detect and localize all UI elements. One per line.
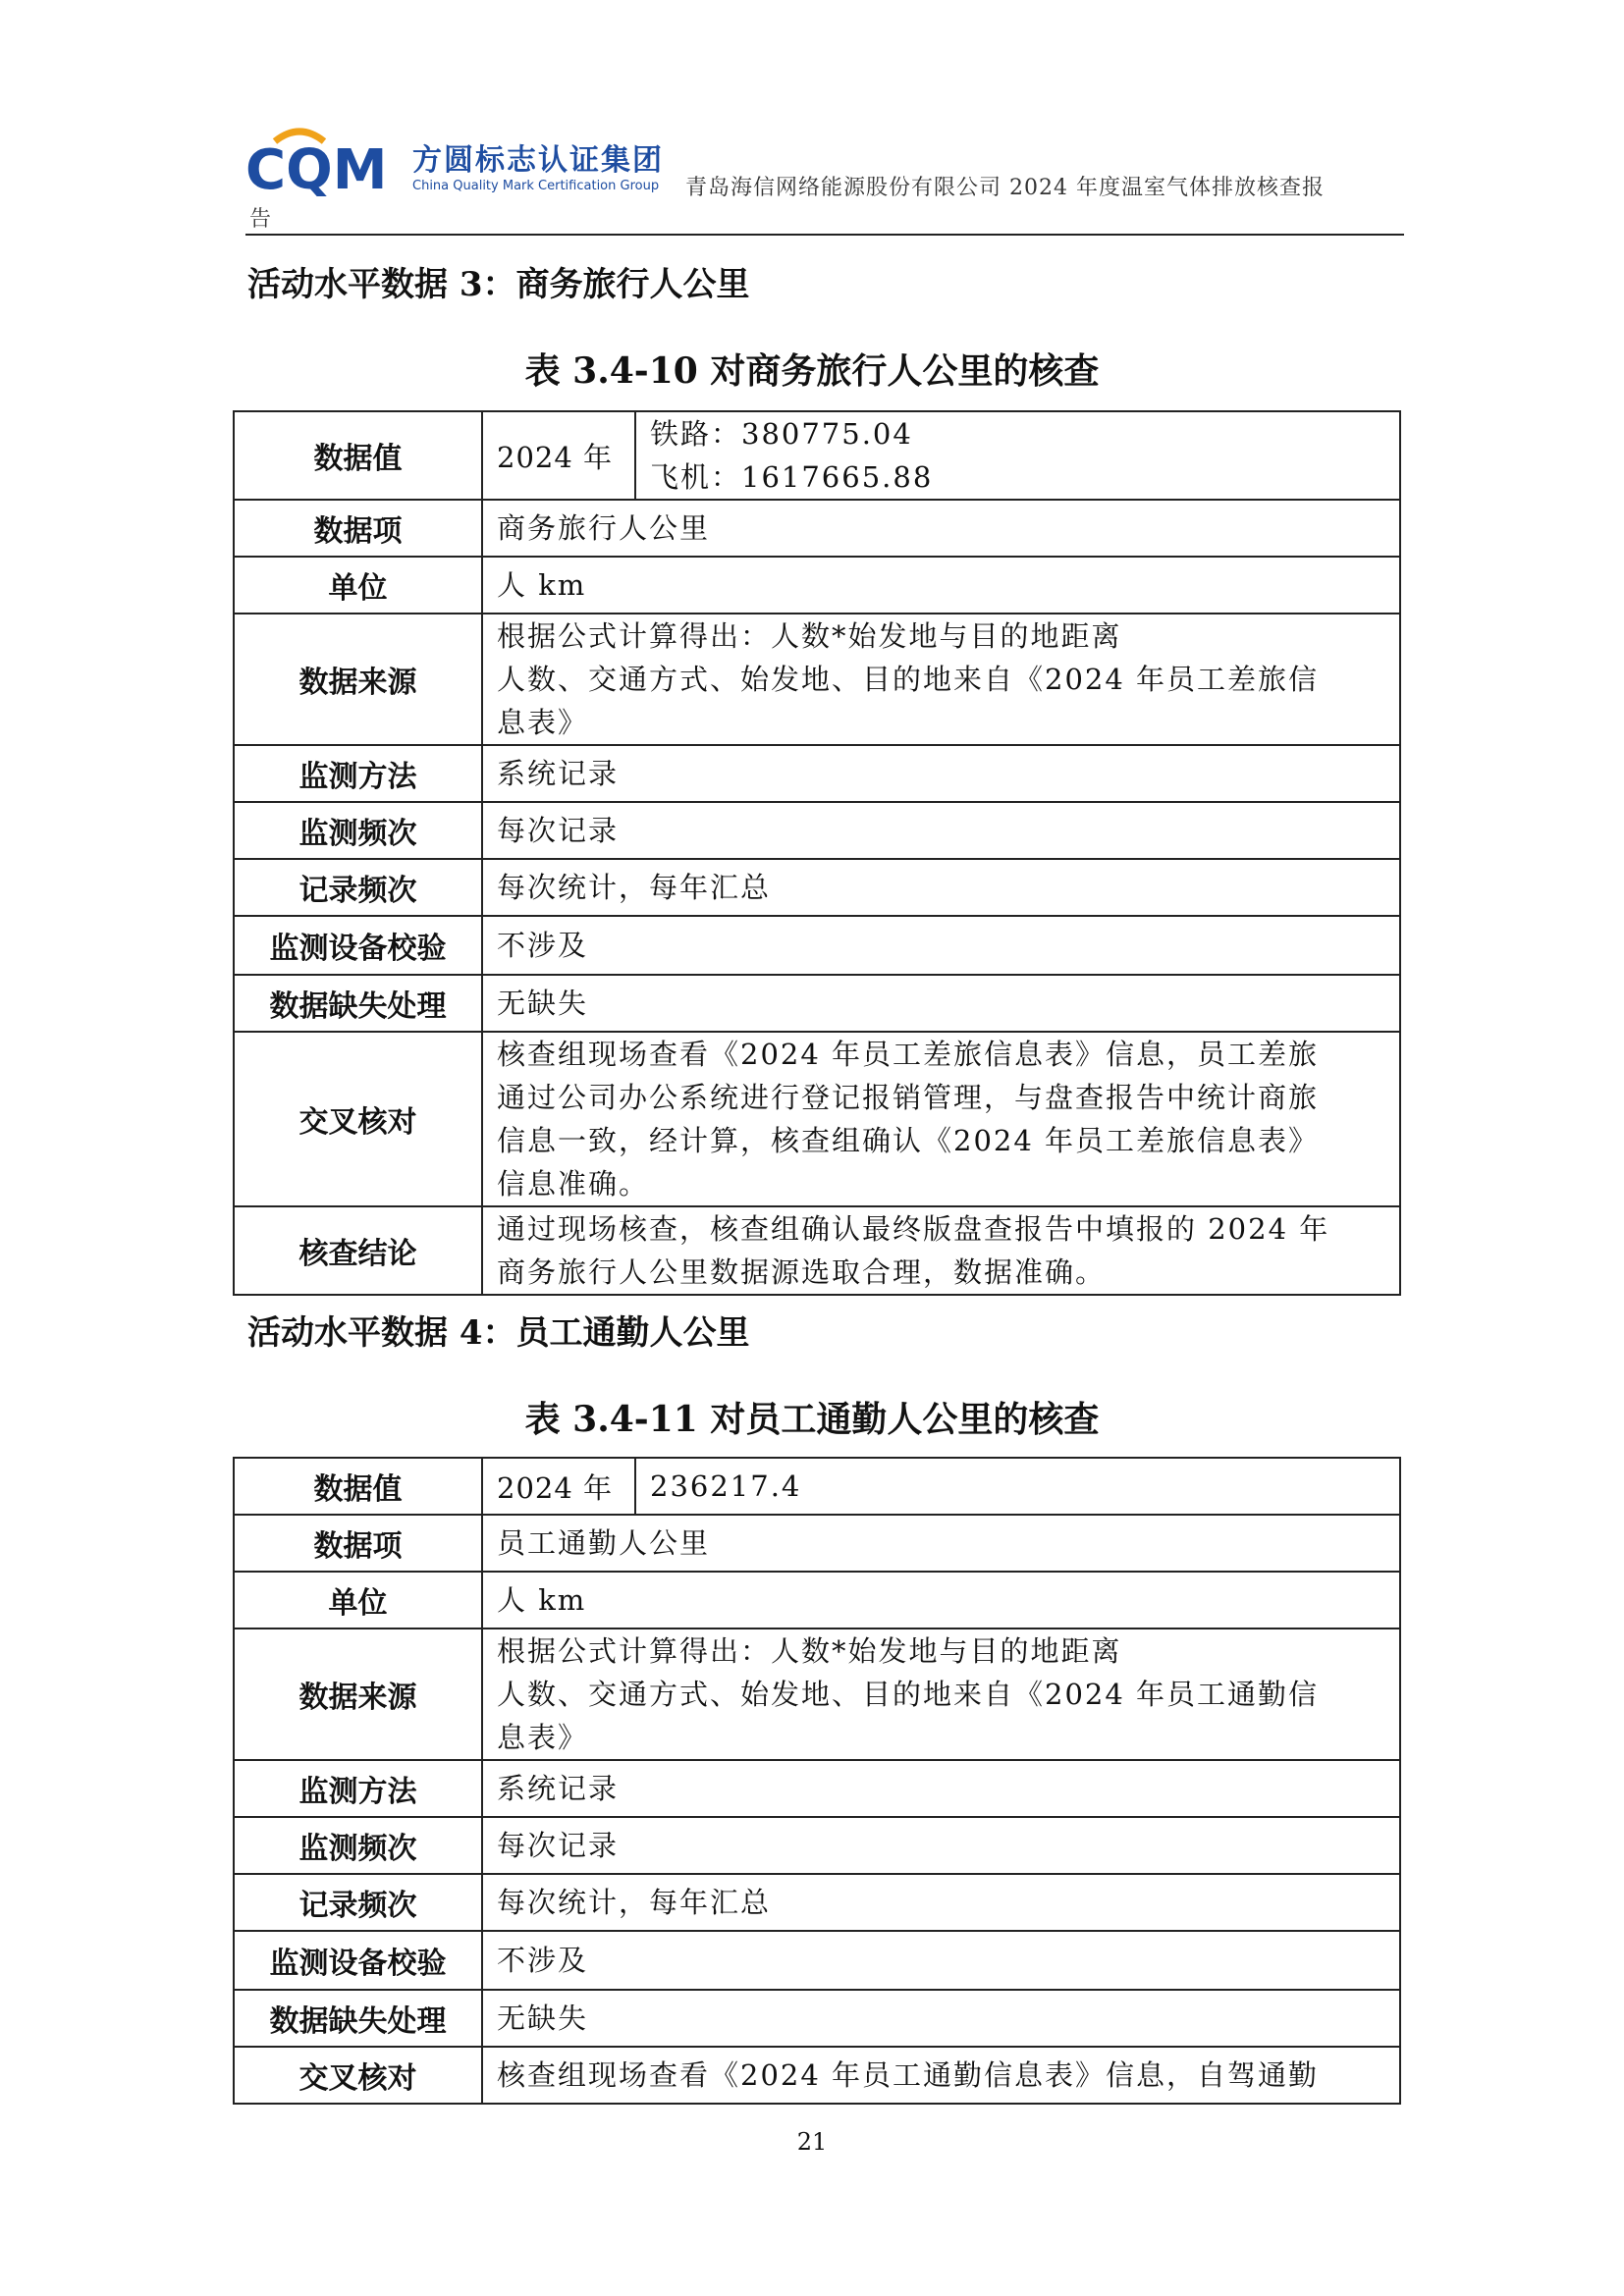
value-cell: 人 km xyxy=(482,1572,1400,1629)
value-cell: 每次记录 xyxy=(482,802,1400,859)
table-row xyxy=(234,745,1400,802)
brand-name-cn: 方圆标志认证集团 xyxy=(412,143,664,178)
value-cell xyxy=(635,411,1400,500)
text-line: 通过公司办公系统进行登记报销管理，与盘查报告中统计商旅 xyxy=(497,1081,1320,1114)
svg-text:CQM: CQM xyxy=(245,138,388,198)
value-cell: 无缺失 xyxy=(482,1990,1400,2047)
table-caption: 表 3.4-11 对员工通勤人公里的核查 xyxy=(524,1399,1100,1440)
table-row xyxy=(234,1572,1400,1629)
row-label: 数据缺失处理 xyxy=(234,1990,482,2047)
value-cell: 员工通勤人公里 xyxy=(482,1515,1400,1572)
row-label: 单位 xyxy=(234,1572,482,1629)
row-label: 监测方法 xyxy=(234,745,482,802)
text-line: 信息一致，经计算，核查组确认《2024 年员工差旅信息表》 xyxy=(497,1124,1320,1157)
table-row xyxy=(234,1515,1400,1572)
row-label: 数据值 xyxy=(234,411,482,500)
value-cell: 人 km xyxy=(482,557,1400,614)
page-number: 21 xyxy=(796,2128,828,2156)
header-divider xyxy=(245,234,1404,236)
table-row xyxy=(234,1817,1400,1874)
table-row xyxy=(234,411,1400,500)
table-row xyxy=(234,500,1400,557)
text-line: 商务旅行人公里数据源选取合理，数据准确。 xyxy=(497,1255,1107,1289)
value-cell: 236217.4 xyxy=(635,1458,1400,1515)
value-cell: 无缺失 xyxy=(482,975,1400,1032)
table-row xyxy=(234,1206,1400,1295)
page-header xyxy=(245,120,1404,236)
table-row xyxy=(234,1629,1400,1760)
section-heading: 活动水平数据 4：员工通勤人公里 xyxy=(247,1313,750,1353)
value-cell: 系统记录 xyxy=(482,1760,1400,1817)
table-row xyxy=(234,1931,1400,1990)
value-cell: 核查组现场查看《2024 年员工通勤信息表》信息，自驾通勤 xyxy=(482,2047,1400,2104)
table-row xyxy=(234,916,1400,975)
row-label: 记录频次 xyxy=(234,859,482,916)
table-row xyxy=(234,1458,1400,1515)
value-cell xyxy=(482,1629,1400,1760)
table-caption: 表 3.4-10 对商务旅行人公里的核查 xyxy=(524,350,1100,392)
row-label: 交叉核对 xyxy=(234,1032,482,1206)
document-title-wrap: 告 xyxy=(249,207,272,232)
text-line: 息表》 xyxy=(497,706,589,739)
row-label: 监测方法 xyxy=(234,1760,482,1817)
row-label: 数据缺失处理 xyxy=(234,975,482,1032)
value-cell: 每次统计，每年汇总 xyxy=(482,859,1400,916)
row-label: 核查结论 xyxy=(234,1206,482,1295)
value-cell: 不涉及 xyxy=(482,916,1400,975)
row-label: 数据来源 xyxy=(234,614,482,745)
text-line: 通过现场核查，核查组确认最终版盘查报告中填报的 2024 年 xyxy=(497,1212,1330,1246)
business-travel-table xyxy=(233,410,1401,1296)
table-row xyxy=(234,1032,1400,1206)
row-label: 数据来源 xyxy=(234,1629,482,1760)
section-heading: 活动水平数据 3：商务旅行人公里 xyxy=(247,265,750,304)
year-cell: 2024 年 xyxy=(482,1458,635,1515)
table-row xyxy=(234,1990,1400,2047)
table-row xyxy=(234,614,1400,745)
table-row xyxy=(234,802,1400,859)
text-line: 根据公式计算得出：人数*始发地与目的地距离 xyxy=(497,619,1122,653)
row-label: 监测频次 xyxy=(234,1817,482,1874)
text-line: 人数、交通方式、始发地、目的地来自《2024 年员工差旅信 xyxy=(497,663,1320,696)
text-line: 信息准确。 xyxy=(497,1167,650,1201)
row-label: 交叉核对 xyxy=(234,2047,482,2104)
table-row xyxy=(234,859,1400,916)
table-row xyxy=(234,2047,1400,2104)
table-row xyxy=(234,1874,1400,1931)
row-label: 数据值 xyxy=(234,1458,482,1515)
brand-name-en: China Quality Mark Certification Group xyxy=(412,179,660,193)
table-row xyxy=(234,975,1400,1032)
row-label: 单位 xyxy=(234,557,482,614)
table-row xyxy=(234,1760,1400,1817)
row-label: 监测设备校验 xyxy=(234,1931,482,1990)
cqm-logo-icon xyxy=(245,120,393,198)
commute-table xyxy=(233,1457,1401,2105)
row-label: 监测设备校验 xyxy=(234,916,482,975)
text-line: 息表》 xyxy=(497,1721,589,1754)
value-cell: 不涉及 xyxy=(482,1931,1400,1990)
table-row xyxy=(234,557,1400,614)
flight-value: 飞机：1617665.88 xyxy=(650,460,934,494)
year-cell: 2024 年 xyxy=(482,411,635,500)
value-cell xyxy=(482,1032,1400,1206)
value-cell: 每次记录 xyxy=(482,1817,1400,1874)
value-cell xyxy=(482,614,1400,745)
row-label: 监测频次 xyxy=(234,802,482,859)
value-cell xyxy=(482,1206,1400,1295)
value-cell: 系统记录 xyxy=(482,745,1400,802)
rail-value: 铁路：380775.04 xyxy=(650,417,913,451)
value-cell: 商务旅行人公里 xyxy=(482,500,1400,557)
row-label: 记录频次 xyxy=(234,1874,482,1931)
text-line: 核查组现场查看《2024 年员工差旅信息表》信息，员工差旅 xyxy=(497,1038,1320,1071)
text-line: 根据公式计算得出：人数*始发地与目的地距离 xyxy=(497,1634,1122,1668)
document-title: 青岛海信网络能源股份有限公司 2024 年度温室气体排放核查报 xyxy=(685,176,1325,200)
row-label: 数据项 xyxy=(234,1515,482,1572)
row-label: 数据项 xyxy=(234,500,482,557)
value-cell: 每次统计，每年汇总 xyxy=(482,1874,1400,1931)
text-line: 人数、交通方式、始发地、目的地来自《2024 年员工通勤信 xyxy=(497,1678,1320,1711)
